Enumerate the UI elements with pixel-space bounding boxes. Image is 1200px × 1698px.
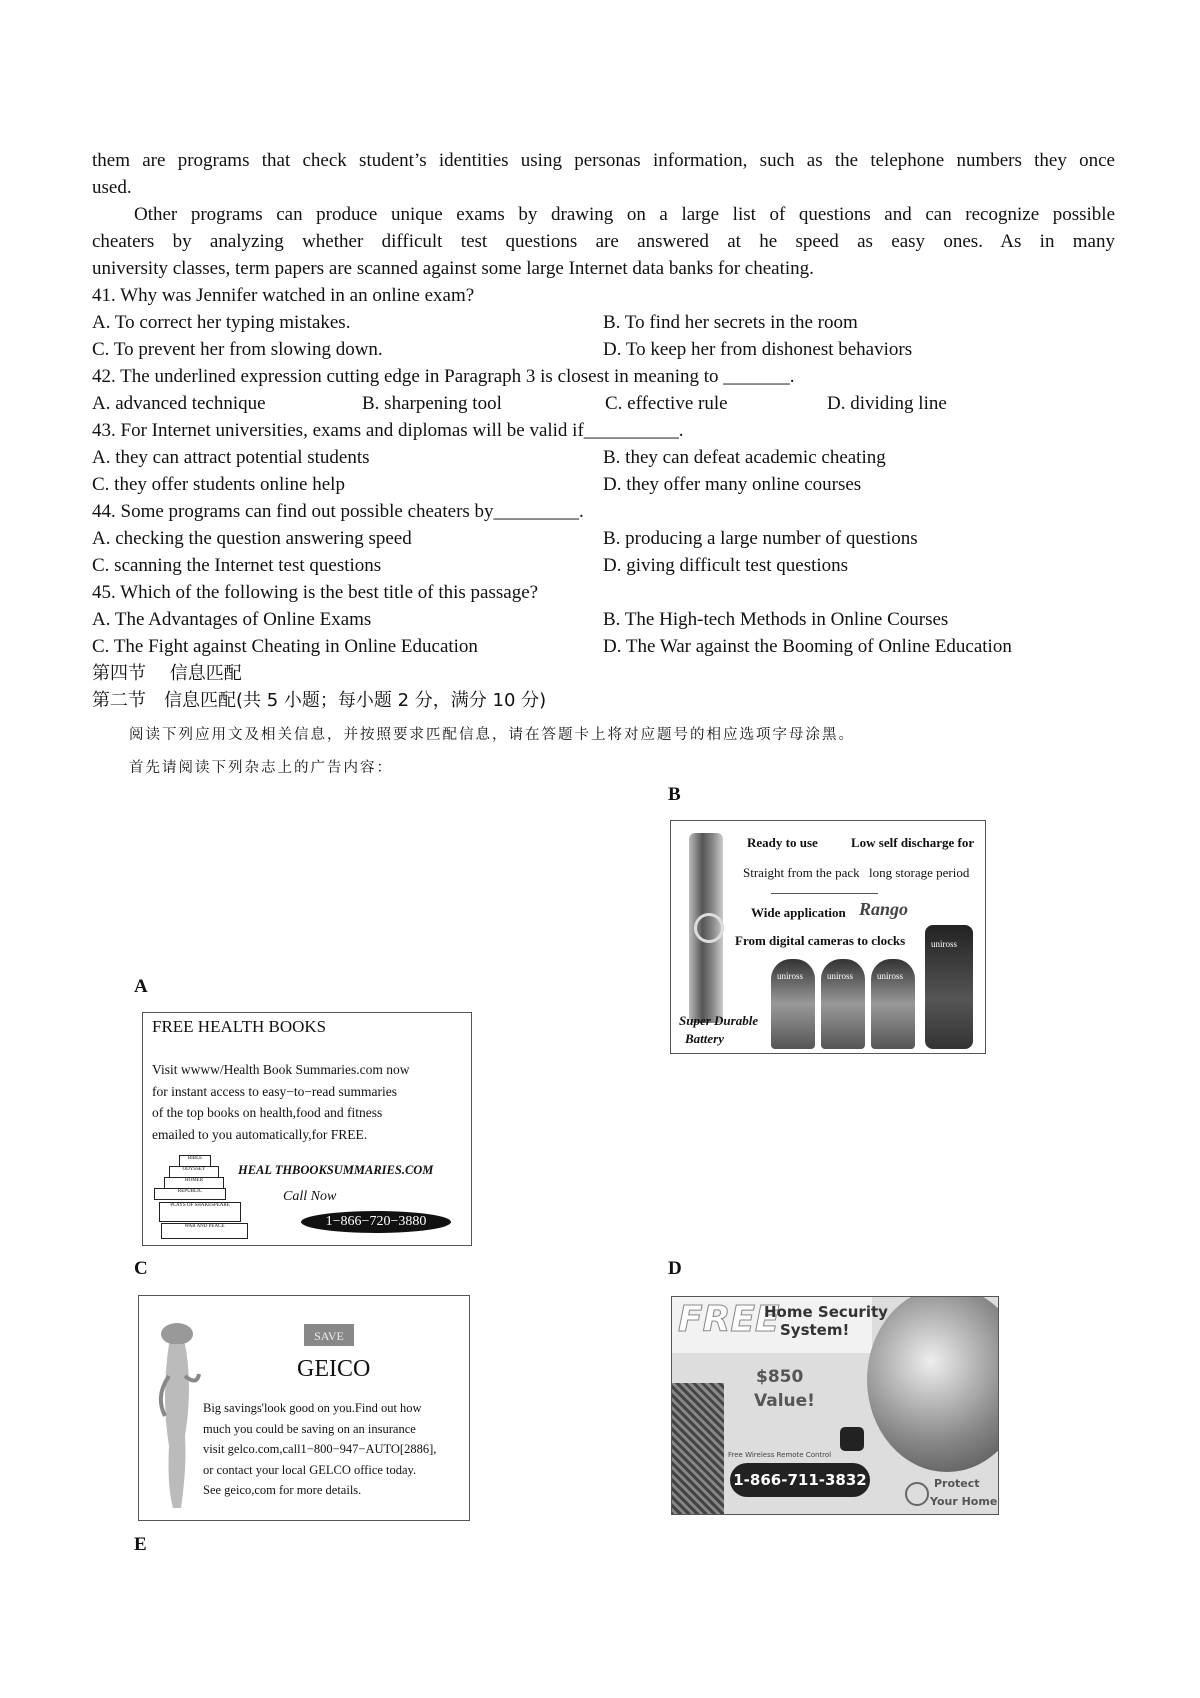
- ad-text: Ready to use: [747, 835, 818, 850]
- book-stack-icon: BIBLE ODYSSEY HOMER REPUBLIC PLAYS OF SHAKESPEARE WAR AND PEACE: [149, 1155, 249, 1243]
- question-42: 42. The underlined expression cutting edge in Paragraph 3 is closest in meaning to _______.: [92, 366, 795, 387]
- label-b: B: [668, 784, 681, 805]
- ad-body: Visit wwww/Health Book Summaries.com now for instant access to easy−to−read summaries of the top books on health,food and fitness emailed to you automatically,for FREE.: [152, 1062, 410, 1142]
- question-43: 43. For Internet universities, exams and diplomas will be valid if__________.: [92, 420, 684, 441]
- ad-phone: 1−866−720−3880: [301, 1211, 451, 1233]
- option: D. giving difficult test questions: [603, 555, 849, 576]
- passage-line: used.: [92, 177, 132, 198]
- ad-geico: [138, 1295, 470, 1521]
- ad-text: Battery: [685, 1031, 724, 1046]
- ad-call-now: Call Now: [283, 1189, 337, 1204]
- ad-title: FREE HEALTH BOOKS: [152, 1017, 327, 1036]
- ad-battery: [670, 820, 986, 1054]
- ad-body: Big savings'look good on you.Find out how much you could be saving on an insurance visit gelco.com,call1−800−947−AUTO[2886], or contact your local GELCO office today. See geico,com for more details.: [203, 1401, 437, 1497]
- save-tag: SAVE: [304, 1324, 354, 1346]
- ad-text: Wide application: [751, 905, 846, 920]
- question-44: 44. Some programs can find out possible cheaters by_________.: [92, 501, 584, 522]
- ad-text: Low self discharge for: [851, 835, 975, 850]
- option: A. they can attract potential students: [92, 447, 370, 468]
- label-c: C: [134, 1258, 148, 1279]
- battery-pack: uniross: [871, 959, 915, 1049]
- reading-passage: [92, 147, 1115, 714]
- option: C. The Fight against Cheating in Online Education: [92, 636, 478, 657]
- instruction: 阅读下列应用文及相关信息，并按照要求匹配信息，请在答题卡上将对应题号的相应选项字母涂黑。: [129, 727, 855, 743]
- option: C. they offer students online help: [92, 474, 345, 495]
- question-41: 41. Why was Jennifer watched in an online exam?: [92, 285, 475, 306]
- instruction: 首先请阅读下列杂志上的广告内容：: [129, 760, 393, 776]
- option: D. The War against the Booming of Online Education: [603, 636, 1012, 657]
- option: C. scanning the Internet test questions: [92, 555, 382, 576]
- battery-image: [689, 833, 723, 1023]
- shield-icon: [905, 1482, 929, 1506]
- option: B. producing a large number of questions: [603, 528, 918, 549]
- ad-phone: 1-866-711-3832: [730, 1463, 870, 1497]
- option: C. effective rule: [605, 393, 728, 414]
- ad-website: HEAL THBOOKSUMMARIES.COM: [238, 1163, 434, 1177]
- ad-home-security: FREE Home Security System! $850 Value! Free Wireless Remote Control 1-866-711-3832 Protect Your Home: [671, 1296, 999, 1515]
- ad-text: Super Durable: [679, 1013, 759, 1028]
- ad-text: From digital cameras to clocks: [735, 933, 906, 948]
- label-a: A: [134, 976, 148, 997]
- remote-icon: [840, 1427, 864, 1451]
- option: A. To correct her typing mistakes.: [92, 312, 351, 333]
- option: A. The Advantages of Online Exams: [92, 609, 372, 630]
- section-heading: 第二节 信息匹配(共 5 小题；每小题 2 分，满分 10 分): [92, 690, 547, 711]
- charger-pack: uniross: [925, 925, 973, 1049]
- ad-title: GEICO: [297, 1356, 371, 1382]
- family-photo: [867, 1296, 999, 1472]
- passage-line: university classes, term papers are scanned against some large Internet data banks for cheating.: [92, 258, 814, 279]
- option: B. To find her secrets in the room: [603, 312, 858, 333]
- garden-image: [672, 1383, 724, 1515]
- question-45: 45. Which of the following is the best title of this passage?: [92, 582, 539, 603]
- label-e: E: [134, 1534, 147, 1555]
- battery-pack: uniross: [821, 959, 865, 1049]
- option: A. advanced technique: [92, 393, 266, 414]
- ad-text: Straight from the pack: [743, 865, 860, 880]
- passage-line: cheaters by analyzing whether difficult test questions are answered at he speed as easy ones. As in many: [92, 231, 1115, 252]
- section-heading: 第四节 信息匹配: [92, 663, 242, 684]
- option: A. checking the question answering speed: [92, 528, 412, 549]
- ad-health-books: [142, 1012, 472, 1246]
- brand-logo: Rango: [859, 899, 909, 919]
- battery-pack: uniross: [771, 959, 815, 1049]
- gecko-icon: [147, 1316, 207, 1516]
- option: C. To prevent her from slowing down.: [92, 339, 383, 360]
- option: B. sharpening tool: [362, 393, 502, 414]
- free-logo: FREE: [678, 1299, 780, 1340]
- ad-text: long storage period: [869, 865, 970, 880]
- option: D. dividing line: [827, 393, 947, 414]
- option: D. they offer many online courses: [603, 474, 862, 495]
- label-d: D: [668, 1258, 682, 1279]
- option: B. The High-tech Methods in Online Courses: [603, 609, 949, 630]
- passage-line: Other programs can produce unique exams by drawing on a large list of questions and can recognize possible: [134, 204, 1115, 225]
- option: B. they can defeat academic cheating: [603, 447, 886, 468]
- option: D. To keep her from dishonest behaviors: [603, 339, 913, 360]
- passage-line: them are programs that check student’s identities using personas information, such as the telephone numbers they once: [92, 150, 1115, 171]
